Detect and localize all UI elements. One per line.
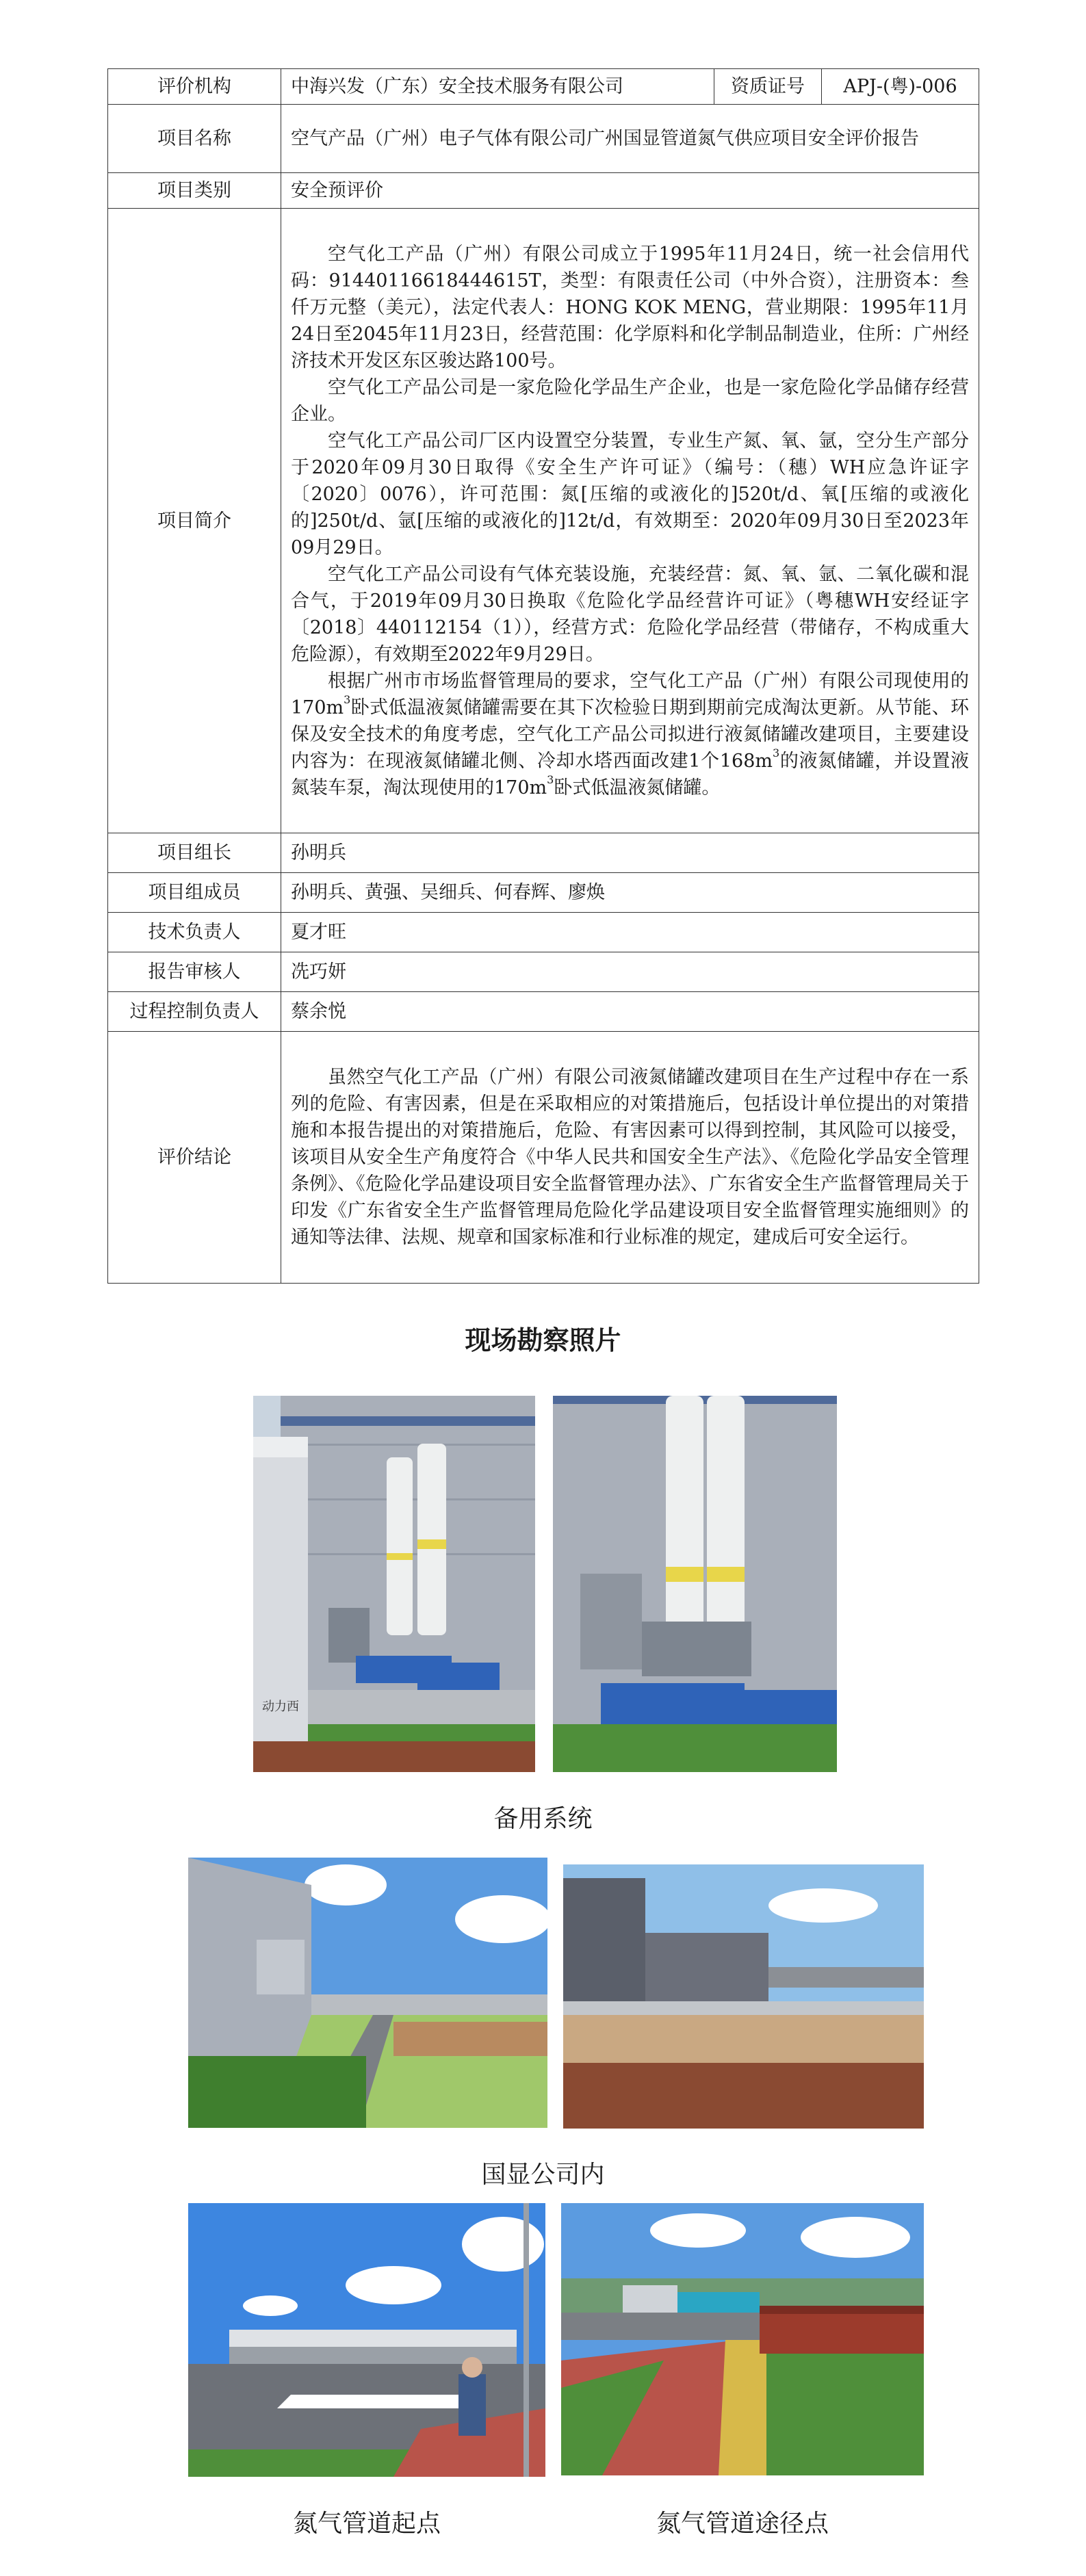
caption-guoxian: 国显公司内 <box>481 2161 605 2189</box>
guoxian-photo-left <box>188 1858 547 2128</box>
reviewer-value: 冼巧妍 <box>281 952 979 992</box>
leader-value: 孙明兵 <box>281 833 979 873</box>
conclusion-label: 评价结论 <box>108 1032 281 1284</box>
intro-paragraph: 空气化工产品公司是一家危险化学品生产企业，也是一家危险化学品储存经营企业。 <box>291 376 969 425</box>
caption-pipeline-start: 氮气管道起点 <box>292 2510 441 2538</box>
project-type-value: 安全预评价 <box>281 173 979 209</box>
backup-system-photo-left <box>253 1396 535 1772</box>
building-sign: 动力西 <box>262 1700 299 1714</box>
intro-paragraph: 空气化工产品公司设有气体充装设施，充装经营：氮、氧、氩、二氧化碳和混合气，于2019年09月30日换取《危险化学品经营许可证》（粤穗WH安经证字〔2018〕440112154（1）），经营方式：危险化学品经营（带储存，不构成重大危险源），有效期至2022年9月29日。 <box>291 563 969 665</box>
site-photos-title: 现场勘察照片 <box>465 1325 621 1355</box>
members-label: 项目组成员 <box>108 873 281 913</box>
tech-lead-value: 夏才旺 <box>281 913 979 952</box>
project-name-label: 项目名称 <box>108 105 281 173</box>
org-value: 中海兴发（广东）安全技术服务有限公司 <box>281 69 714 105</box>
cert-value: APJ-(粤)-006 <box>822 69 979 105</box>
leader-label: 项目组长 <box>108 833 281 873</box>
process-control-label: 过程控制负责人 <box>108 992 281 1032</box>
backup-system-photo-right <box>553 1396 837 1772</box>
project-type-label: 项目类别 <box>108 173 281 209</box>
pipeline-start-photo <box>188 2203 545 2477</box>
intro-paragraph: 空气化工产品（广州）有限公司成立于1995年11月24日，统一社会信用代码：91440116618444615T，类型：有限责任公司（中外合资），注册资本：叁仟万元整（美元），法定代表人：HONG KOK MENG，营业期限：1995年11月24日至2045年11月23日，经营范围：化学原料和化学制品制造业，住所：广州经济技术开发区东区骏达路100号。 <box>291 243 969 372</box>
reviewer-label: 报告审核人 <box>108 952 281 992</box>
intro-value <box>281 209 979 833</box>
cert-label: 资质证号 <box>714 69 822 105</box>
project-info-table <box>107 68 979 1284</box>
intro-paragraph: 空气化工产品公司厂区内设置空分装置，专业生产氮、氧、氩，空分生产部分于2020年09月30日取得《安全生产许可证》（编号：（穗）WH应急许证字〔2020〕0076），许可范围：氮[压缩的或液化的]520t/d、氧[压缩的或液化的]250t/d、氩[压缩的或液化的]12t/d，有效期至：2020年09月30日至2023年09月29日。 <box>291 430 969 558</box>
caption-pipeline-route: 氮气管道途径点 <box>656 2510 829 2538</box>
intro-label: 项目简介 <box>108 209 281 833</box>
intro-paragraph: 根据广州市市场监督管理局的要求，空气化工产品（广州）有限公司现使用的$170m^3$卧式低温液氮储罐需要在其下次检验日期到期前完成淘汰更新。从节能、环保及安全技术的角度考虑，空气化工产品公司拟进行液氮储罐改建项目，主要建设内容为：在现液氮储罐北侧、冷却水塔西面改建1个$168m^3$的液氮储罐，并设置液氮装车泵，淘汰现使用的$170m^3$卧式低温液氮储罐。 <box>291 670 970 798</box>
tech-lead-label: 技术负责人 <box>108 913 281 952</box>
members-value: 孙明兵、黄强、吴细兵、何春辉、廖焕 <box>281 873 979 913</box>
guoxian-photo-right <box>563 1864 924 2129</box>
pipeline-route-photo <box>561 2203 924 2475</box>
conclusion-value: 虽然空气化工产品（广州）有限公司液氮储罐改建项目在生产过程中存在一系列的危险、有害因素，但是在采取相应的对策措施后，包括设计单位提出的对策措施和本报告提出的对策措施后，危险、有害因素可以得到控制，其风险可以接受，该项目从安全生产角度符合《中华人民共和国安全生产法》、《危险化学品安全管理条例》、《危险化学品建设项目安全监督管理办法》、广东省安全生产监督管理局关于印发《广东省安全生产监督管理局危险化学品建设项目安全监督管理实施细则》的通知等法律、法规、规章和国家标准和行业标准的规定，建成后可安全运行。 <box>281 1032 979 1284</box>
org-label: 评价机构 <box>108 69 281 105</box>
process-control-value: 蔡余悦 <box>281 992 979 1032</box>
caption-backup-system: 备用系统 <box>493 1805 593 1833</box>
project-name-value: 空气产品（广州）电子气体有限公司广州国显管道氮气供应项目安全评价报告 <box>281 105 979 173</box>
